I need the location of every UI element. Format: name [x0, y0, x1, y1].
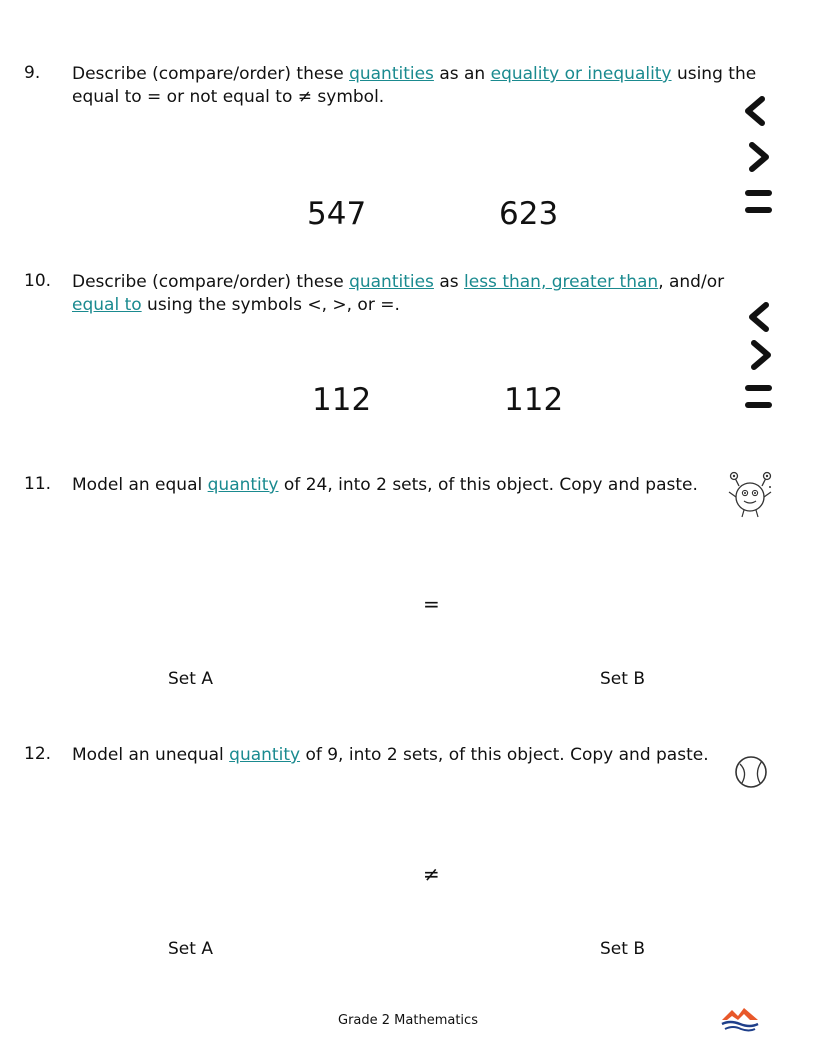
monster-object-icon[interactable] — [726, 470, 776, 520]
q10-number: 10. — [24, 271, 52, 291]
q12-set-b-label: Set B — [600, 939, 645, 959]
q11-text-1: Model an equal — [72, 475, 208, 495]
q11-link-quantity[interactable]: quantity — [207, 475, 279, 495]
q12-text-1: Model an unequal — [72, 745, 230, 765]
q9-text-3: using the equal to = or not equal to ≠ symbol. — [72, 64, 757, 107]
q10-text-3: , and/or — [658, 272, 725, 292]
q10-link-quantities[interactable]: quantities — [349, 272, 434, 292]
q11-prompt — [72, 474, 772, 497]
ball-object-icon[interactable] — [733, 754, 769, 790]
q11-equal-symbol: = — [423, 592, 440, 616]
q10-right-value: 112 — [504, 382, 564, 418]
less-than-tile-icon[interactable] — [744, 300, 774, 334]
less-than-tile-icon[interactable] — [740, 94, 770, 128]
q12-link-quantity[interactable]: quantity — [229, 745, 301, 765]
q9-prompt — [72, 63, 772, 109]
q11-text-2: of 24, into 2 sets, of this object. Copy and paste. — [278, 475, 698, 495]
q11-set-a-label: Set A — [168, 669, 213, 689]
q12-set-a-label: Set A — [168, 939, 213, 959]
q9-link-equality[interactable]: equality or inequality — [490, 64, 672, 84]
q11-number: 11. — [24, 474, 52, 494]
q9-left-value: 547 — [307, 196, 367, 232]
q9-right-value: 623 — [499, 196, 559, 232]
equal-tile-icon[interactable] — [742, 381, 776, 411]
q10-left-value: 112 — [312, 382, 372, 418]
page-footer: Grade 2 Mathematics — [338, 1013, 478, 1028]
q10-prompt — [72, 271, 772, 317]
q10-text-1: Describe (compare/order) these — [72, 272, 350, 292]
q12-number: 12. — [24, 744, 52, 764]
greater-than-tile-icon[interactable] — [744, 140, 774, 174]
q9-link-quantities[interactable]: quantities — [349, 64, 434, 84]
q9-text-1: Describe (compare/order) these — [72, 64, 350, 84]
q12-not-equal-symbol: ≠ — [423, 862, 440, 886]
q10-text-2: as — [433, 272, 465, 292]
q11-set-b-label: Set B — [600, 669, 645, 689]
mountain-logo-icon — [720, 1004, 760, 1032]
q12-text-2: of 9, into 2 sets, of this object. Copy and paste. — [300, 745, 709, 765]
greater-than-tile-icon[interactable] — [746, 338, 776, 372]
q10-link-equal-to[interactable]: equal to — [72, 295, 142, 315]
q10-text-4: using the symbols <, >, or =. — [141, 295, 400, 315]
q9-text-2: as an — [433, 64, 491, 84]
q10-link-less-greater[interactable]: less than, greater than — [464, 272, 659, 292]
q9-number: 9. — [24, 63, 41, 83]
equal-tile-icon[interactable] — [742, 186, 776, 216]
q12-prompt — [72, 744, 772, 767]
